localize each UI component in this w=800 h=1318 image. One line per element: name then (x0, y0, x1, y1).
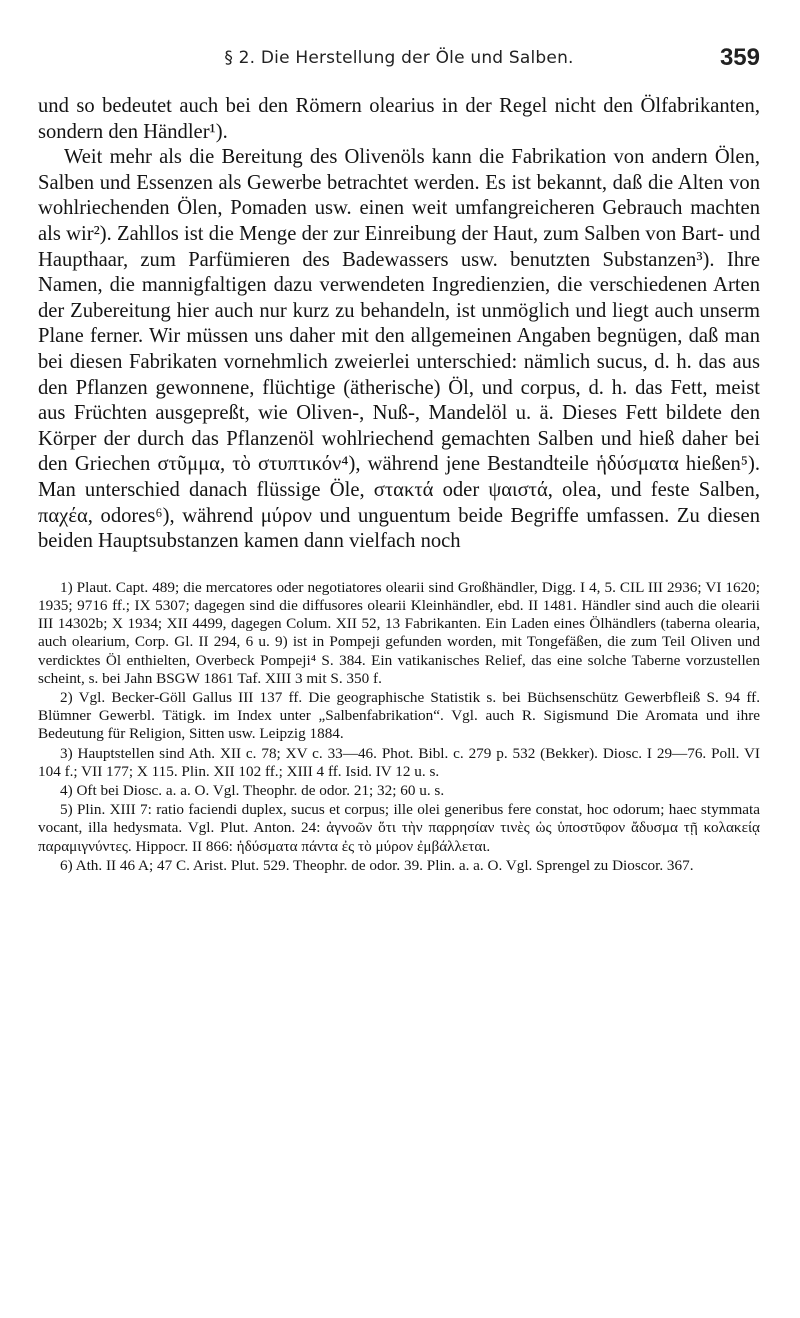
paragraph-2: Weit mehr als die Bereitung des Olivenöls kann die Fabrikation von andern Ölen, Salben und Essenzen als Gewerbe betrachtet werden. Es ist bekannt, daß die Alten von wohlriechenden Ölen, Pomaden usw. einen weit umfangreicheren Gebrauch machten als wir²). Zahllos ist die Menge der zur Einreibung der Haut, zum Salben von Bart- und Haupthaar, zum Parfümieren des Badewassers usw. benutzten Substanzen³). Ihre Namen, die mannigfaltigen dazu verwendeten Ingredienzien, die verschiedenen Arten der Zubereitung hier auch nur kurz zu behandeln, ist unmöglich und liegt auch unserm Plane ferner. Wir müssen uns daher mit den allgemeinen Angaben begnügen, daß man bei diesen Fabrikaten vornehmlich zweierlei unterschied: nämlich sucus, d. h. das aus den Pflanzen gewonnene, flüchtige (ätherische) Öl, und corpus, d. h. das Fett, meist aus Früchten ausgepreßt, wie Oliven-, Nuß-, Mandelöl u. ä. Dieses Fett bildete den Körper der durch das Pflanzenöl wohlriechend gemachten Salben und hieß daher bei den Griechen στῦμμα, τὸ στυπτικόν⁴), während jene Bestandteile ἡδύσματα hießen⁵). Man unterschied danach flüssige Öle, στακτά oder ψαιστά, olea, und feste Salben, παχέα, odores⁶), während μύρον und unguentum beide Begriffe umfassen. Zu diesen beiden Hauptsubstanzen kamen dann vielfach noch (38, 146, 760, 553)
page-number: 359 (719, 44, 760, 71)
running-header (38, 44, 760, 84)
footnotes (38, 579, 760, 875)
footnote-5: 5) Plin. XIII 7: ratio faciendi duplex, sucus et corpus; ille olei generibus fere constat, hoc odorum; haec stymmata vocant, illa hedysmata. Vgl. Plut. Anton. 24: ἀγνοῶν ὅτι τὴν παρρησίαν τινὲς ὡς ὑποστῦφον ἄδυσμα τῇ κολακείᾳ παραμιγνύντες. Hippocr. II 866: ἡδύσματα πάντα ἐς τὸ μύρον ἐμβάλλεται. (38, 801, 760, 855)
footnote-1: 1) Plaut. Capt. 489; die mercatores oder negotiatores olearii sind Großhändler, Digg. I 4, 5. CIL III 2936; VI 1620; 1935; 9716 ff.; IX 5307; dagegen sind die diffusores olearii Kleinhändler, ebd. II 1481. Händler sind auch die olearii III 14302b; X 1934; XII 4499, dagegen Colum. XII 52, 13 Fabrikanten. Ein Laden eines Ölhändlers (taberna olearia, auch olearium, Corp. Gl. II 294, 6 u. 9) ist in Pompeji gefunden worden, mit Tongefäßen, die zum Teil Oliven und verdicktes Öl enthielten, Overbeck Pompeji⁴ S. 384. Ein vatikanisches Relief, das eine solche Taberne vorzustellen scheint, s. bei Jahn BSGW 1861 Taf. XIII 3 mit S. 350 f. (38, 578, 760, 687)
paragraph-1: und so bedeutet auch bei den Römern olearius in der Regel nicht den Ölfabrikanten, sondern den Händler¹). (38, 95, 760, 143)
footnote-3: 3) Hauptstellen sind Ath. XII c. 78; XV c. 33—46. Phot. Bibl. c. 279 p. 532 (Bekker). Diosc. I 29—76. Poll. VI 104 f.; VII 177; X 115. Plin. XII 102 ff.; XIII 4 ff. Isid. IV 12 u. s. (38, 744, 760, 780)
footnote-4: 4) Oft bei Diosc. a. a. O. Vgl. Theophr. de odor. 21; 32; 60 u. s. (60, 781, 445, 799)
footnote-6: 6) Ath. II 46 A; 47 C. Arist. Plut. 529. Theophr. de odor. 39. Plin. a. a. O. Vgl. Sprengel zu Dioscor. 367. (60, 856, 694, 874)
section-title: § 2. Die Herstellung der Öle und Salben. (224, 48, 574, 68)
footnote-2: 2) Vgl. Becker-Göll Gallus III 137 ff. Die geographische Statistik s. bei Büchsenschütz Gewerbfleiß S. 94 ff. Blümner Gewerbl. Tätigk. im Index unter „Salbenfabrikation“. Vgl. auch R. Sigismund Die Aromata und ihre Bedeutung für Religion, Sitten usw. Leipzig 1884. (38, 688, 760, 743)
book-page (38, 44, 760, 876)
main-text (38, 94, 760, 555)
